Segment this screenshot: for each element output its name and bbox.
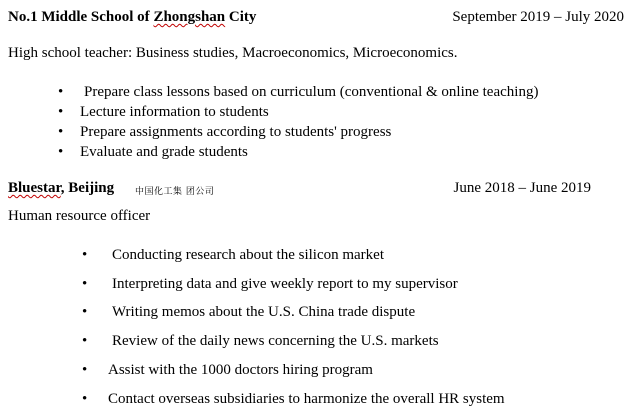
duty-text: Prepare assignments according to students' progress — [80, 124, 392, 140]
bullet-icon: • — [82, 276, 88, 292]
entry-1-duties-list — [58, 84, 618, 164]
entry-1-org-suffix: City — [225, 9, 257, 25]
bullet-icon: • — [82, 333, 88, 349]
entry-1-organization — [8, 9, 256, 26]
entry-1-role: High school teacher: Business studies, Macroeconomics, Microeconomics. — [8, 45, 458, 61]
bullet-icon: • — [58, 144, 64, 160]
bullet-icon: • — [58, 124, 64, 140]
duty-text: Evaluate and grade students — [80, 144, 248, 160]
entry-2-organization — [8, 180, 114, 197]
entry-1-org-city: Zhongshan — [153, 9, 226, 25]
duty-text: Review of the daily news concerning the U.S. markets — [112, 333, 439, 349]
bullet-icon: • — [82, 362, 88, 378]
bullet-icon: • — [82, 304, 88, 320]
entry-2-duties-list — [82, 247, 622, 412]
bullet-icon: • — [82, 247, 88, 263]
entry-1-org-name: No.1 Middle School of — [8, 9, 154, 25]
duty-text: Assist with the 1000 doctors hiring program — [108, 362, 373, 378]
entry-2-org-name: Bluestar — [8, 180, 61, 196]
duty-text: Lecture information to students — [80, 104, 269, 120]
entry-2-org-chinese-name: 中国化工集 团公司 — [135, 187, 215, 197]
duty-text: Prepare class lessons based on curriculum (conventional & online teaching) — [84, 84, 539, 100]
entry-1-dates: September 2019 – July 2020 — [452, 9, 624, 25]
duty-text: Conducting research about the silicon market — [112, 247, 384, 263]
duty-text: Interpreting data and give weekly report to my supervisor — [112, 276, 458, 292]
bullet-icon: • — [58, 84, 64, 100]
bullet-icon: • — [82, 391, 88, 407]
bullet-icon: • — [58, 104, 64, 120]
entry-2-org-city: , Beijing — [60, 180, 115, 196]
duty-text: Contact overseas subsidiaries to harmonize the overall HR system — [108, 391, 505, 407]
duty-text: Writing memos about the U.S. China trade dispute — [112, 304, 416, 320]
entry-2-role: Human resource officer — [8, 208, 151, 224]
entry-2-dates: June 2018 – June 2019 — [453, 180, 591, 196]
